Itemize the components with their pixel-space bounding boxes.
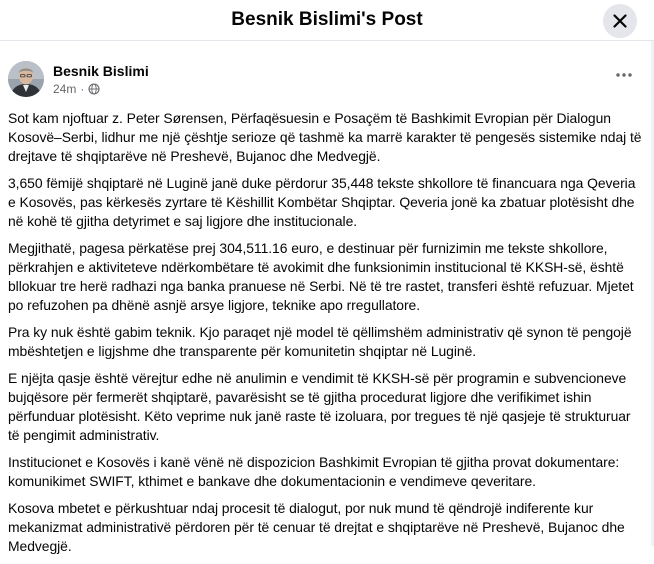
close-button[interactable] [603,4,637,38]
post-paragraph: Pra ky nuk është gabim teknik. Kjo paraqet një model të qëllimshëm administrativ që synon të pengojë mbështetjen e ligjshme dhe transparente për komunitetin shqiptar në Luginë. [8,324,632,359]
post-time[interactable]: 24m [53,82,77,96]
post-paragraph: 3,650 fëmijë shqiptarë në Luginë janë duke përdorur 35,448 tekste shkollore të financuara nga Qeveria e Kosovës, pas kërkesës zyrtare të Këshillit Kombëtar Shqiptar. Qeveria jonë ka zbatuar plotësisht dhe në kohë të gjitha detyrimet e saj ligjore dhe institucionale. [8,175,636,229]
avatar-image [8,61,44,97]
dialog-title: Besnik Bislimi's Post [231,9,423,30]
more-options-icon [616,73,632,77]
post-paragraph: Sot kam njoftuar z. Peter Sørensen, Përfaqësuesin e Posaçëm të Bashkimit Evropian për Dialogun Kosovë–Serbi, lidhur me një çështje serioze që tashmë ka marrë karakter të pengesës sistemike ndaj të drejtave të shqiptarëve në Preshevë, Bujanoc dhe Medvegjë. [8,110,642,164]
post-paragraph: E njëjta qasje është vërejtur edhe në anulimin e vendimit të KKSH-së për programin e subvencioneve bujqësore për fermerët shqiptarë, pavarësisht se të gjitha procedurat ligjore dhe verifikimet ishin përfunduar plotësisht. Këto veprime nuk janë raste të izoluara, por tregues të një qasjeje të strukturuar të pengimit administrativ. [8,370,631,443]
post [0,51,651,554]
more-options-button[interactable] [612,67,636,83]
post-paragraph: Megjithatë, pagesa përkatëse prej 304,511.16 euro, e destinuar për furnizimin me tekste shkollore, përkrahjen e aktiviteteve ndërkombëtare të avokimit dhe funksionimin institucional të KKSH-së, është bllokuar tre herë radhazi nga banka pranuese në Serbi. Në të tre rastet, transferi është refuzuar. Mjetet po refuzohen pa dhënë asnjë arsye ligjore, teknike apo rregullatore. [8,240,634,313]
dialog-header [0,0,654,41]
post-body [8,109,644,564]
post-author[interactable]: Besnik Bislimi [53,63,149,79]
avatar[interactable] [8,61,44,97]
post-meta [53,82,100,96]
post-paragraph: Kosova mbetet e përkushtuar ndaj procesit të dialogut, por nuk mund të qëndrojë indiferente kur mekanizmat administrativë përdoren për të cenuar të drejtat e shqiptarëve në Preshevë, Bujanoc dhe Medvegjë. [8,500,625,554]
post-paragraph: Institucionet e Kosovës i kanë vënë në dispozicion Bashkimit Evropian të gjitha provat dokumentare: komunikimet SWIFT, kthimet e bankave dhe dokumentacionin e vendimeve qeveritare. [8,454,620,489]
separator-dot: · [80,82,85,96]
close-icon [613,14,627,28]
globe-icon[interactable] [88,83,100,95]
